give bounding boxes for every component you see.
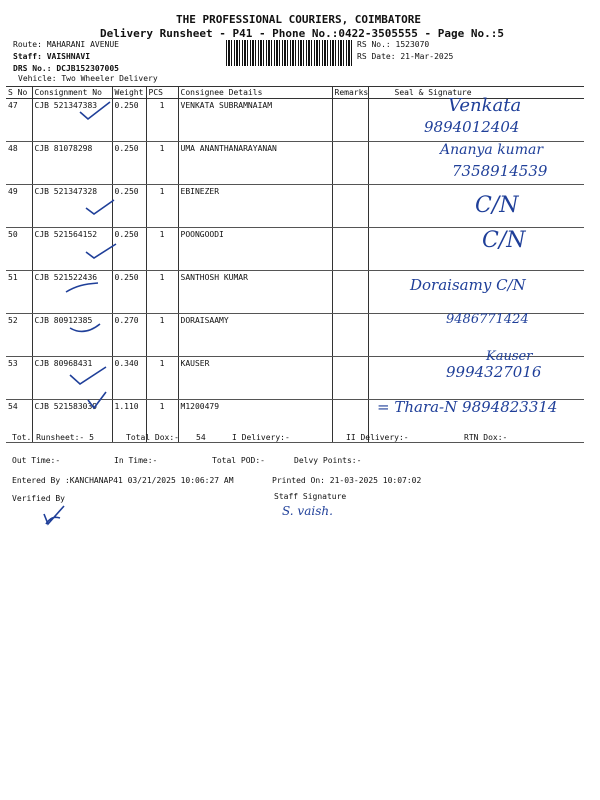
sno-cell: 50 [6, 228, 32, 271]
consignee-cell: DORAISAAMY [178, 314, 332, 357]
consignment-cell: CJB 80912385 [32, 314, 112, 357]
pcs-cell: 1 [146, 314, 178, 357]
pcs-cell: 1 [146, 185, 178, 228]
weight-cell: 0.340 [112, 357, 146, 400]
in-time-label: In Time:- [114, 456, 158, 465]
signature-47-name: Venkata [448, 95, 522, 116]
consignment-cell: CJB 81078298 [32, 142, 112, 185]
consignment-cell: CJB 521347328 [32, 185, 112, 228]
consignment-cell: CJB 521583039 [32, 400, 112, 443]
remarks-cell [332, 271, 368, 314]
checkmark-icon [68, 322, 102, 342]
pcs-cell: 1 [146, 400, 178, 443]
col-sno: S No [6, 87, 32, 99]
col-consignment: Consignment No [32, 87, 112, 99]
weight-cell: 1.110 [112, 400, 146, 443]
pcs-cell: 1 [146, 228, 178, 271]
total-pod-label: Total POD:- [212, 456, 265, 465]
checkmark-icon [78, 100, 112, 122]
staff-signature-hand: S. vaish. [282, 504, 333, 518]
total-dox-label: Total Dox:- [126, 433, 179, 442]
consignee-cell: POONGOODI [178, 228, 332, 271]
remarks-cell [332, 185, 368, 228]
weight-cell: 0.250 [112, 271, 146, 314]
remarks-cell [332, 314, 368, 357]
weight-cell: 0.270 [112, 314, 146, 357]
pcs-cell: 1 [146, 99, 178, 142]
consignee-cell: VENKATA SUBRAMNAIAM [178, 99, 332, 142]
consignment-cell: CJB 521522436 [32, 271, 112, 314]
weight-cell: 0.250 [112, 99, 146, 142]
company-title: THE PROFESSIONAL COURIERS, COIMBATORE [176, 13, 422, 26]
i-delivery-label: I Delivery:- [232, 433, 290, 442]
verified-signature-icon [40, 504, 68, 528]
consignee-cell: SANTHOSH KUMAR [178, 271, 332, 314]
signature-52-name: Doraisamy C/N [410, 276, 526, 294]
tot-runsheet: Tot. Runsheet:- 5 [12, 433, 94, 442]
signature-48-name: Ananya kumar [440, 142, 544, 158]
total-dox-value: 54 [196, 433, 206, 442]
signature-50-cn: C/N [482, 228, 526, 253]
consignment-cell: CJB 521564152 [32, 228, 112, 271]
sno-cell: 47 [6, 99, 32, 142]
consignment-cell: CJB 521347383 [32, 99, 112, 142]
weight-cell: 0.250 [112, 142, 146, 185]
sno-cell: 49 [6, 185, 32, 228]
checkmark-icon [68, 365, 108, 387]
signature-52-phone: 9486771424 [446, 312, 529, 327]
consignee-cell: UMA ANANTHANARAYANAN [178, 142, 332, 185]
signature-49-cn: C/N [475, 193, 519, 218]
pcs-cell: 1 [146, 142, 178, 185]
signature-53-phone: 9994327016 [446, 363, 542, 381]
consignee-cell: M1200479 [178, 400, 332, 443]
consignee-cell: KAUSER [178, 357, 332, 400]
entered-by: Entered By :KANCHANAP41 03/21/2025 10:06:27 AM [12, 476, 234, 485]
weight-cell: 0.250 [112, 185, 146, 228]
printed-on: Printed On: 21-03-2025 10:07:02 [272, 476, 422, 485]
checkmark-icon [84, 240, 118, 260]
route-label: Route: MAHARANI AVENUE [13, 40, 119, 49]
verified-by-label: Verified By [12, 494, 65, 503]
col-pcs: PCS [146, 87, 178, 99]
sno-cell: 52 [6, 314, 32, 357]
signature-53-name: Kauser [486, 349, 533, 364]
sno-cell: 54 [6, 400, 32, 443]
rtn-dox-label: RTN Dox:- [464, 433, 508, 442]
delvy-points-label: Delvy Points:- [294, 456, 362, 465]
staff-signature-label: Staff Signature [274, 492, 347, 501]
signature-48-phone: 7358914539 [452, 162, 548, 180]
col-weight: Weight [112, 87, 146, 99]
pcs-cell: 1 [146, 271, 178, 314]
runsheet-title: Delivery Runsheet - P41 - Phone No.:0422-3505555 - Page No.:5 [100, 27, 504, 40]
pcs-cell: 1 [146, 357, 178, 400]
signature-54-text: = Thara-N 9894823314 [377, 398, 558, 416]
checkmark-icon [64, 280, 100, 298]
signature-47-phone: 9894012404 [424, 118, 520, 136]
signature-cell [368, 228, 584, 271]
barcode [226, 40, 352, 66]
weight-cell: 0.250 [112, 228, 146, 271]
vehicle-label: Vehicle: Two Wheeler Delivery [18, 74, 158, 83]
sno-cell: 48 [6, 142, 32, 185]
ii-delivery-label: II Delivery:- [346, 433, 409, 442]
col-consignee: Consignee Details [178, 87, 332, 99]
consignment-cell: CJB 80968431 [32, 357, 112, 400]
sno-cell: 51 [6, 271, 32, 314]
consignee-cell: EBINEZER [178, 185, 332, 228]
col-remarks: Remarks [332, 87, 368, 99]
sno-cell: 53 [6, 357, 32, 400]
col-signature: Seal & Signature [368, 87, 584, 99]
remarks-cell [332, 228, 368, 271]
remarks-cell [332, 142, 368, 185]
checkmark-icon [84, 196, 116, 216]
remarks-cell [332, 99, 368, 142]
rs-number: RS No.: 1523070 [357, 40, 430, 49]
out-time-label: Out Time:- [12, 456, 61, 465]
rs-date: RS Date: 21-Mar-2025 [357, 52, 454, 61]
remarks-cell [332, 357, 368, 400]
drs-number: DRS No.: DCJB152307005 [13, 64, 119, 73]
checkmark-icon [86, 390, 108, 412]
staff-label: Staff: VAISHNAVI [13, 52, 91, 61]
